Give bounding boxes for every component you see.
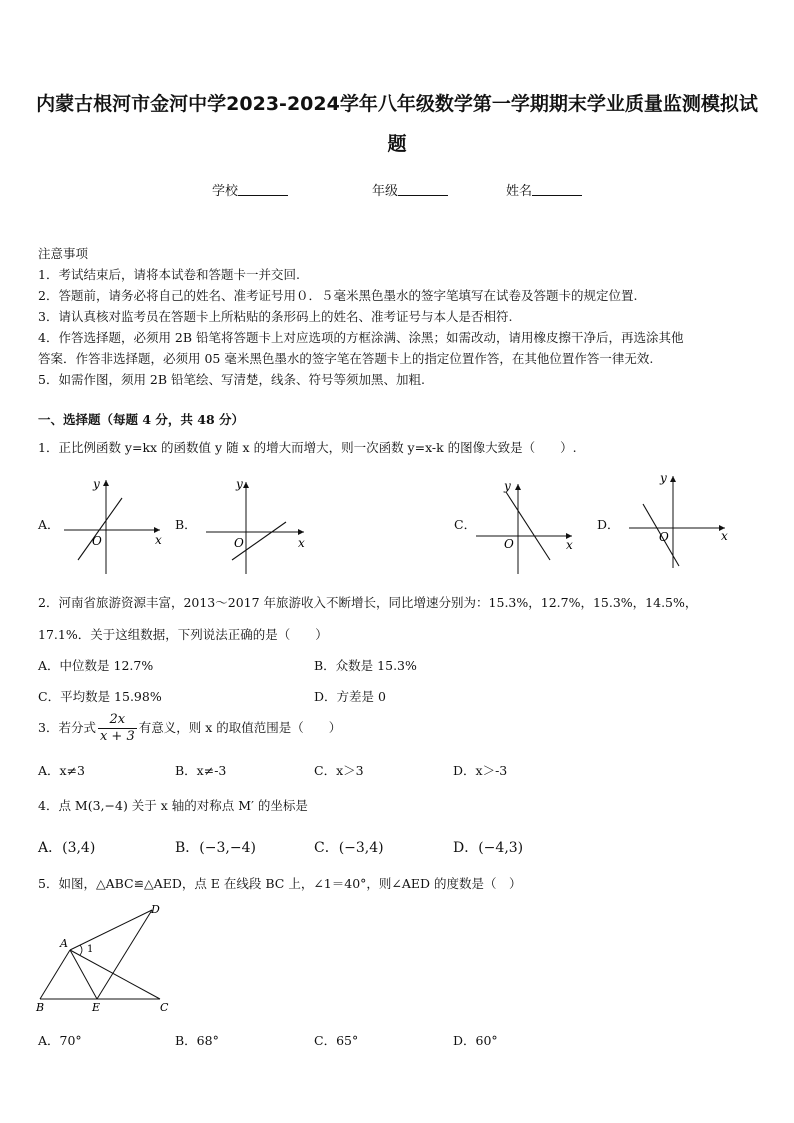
q1-graph-a <box>60 472 170 577</box>
q3-prefix: 3．若分式 <box>38 720 96 735</box>
exam-title-line1: 内蒙古根河市金河中学2023-2024学年八年级数学第一学期期末学业质量监测模拟试 <box>36 93 758 115</box>
q5-option-c: C．65° <box>314 1033 359 1048</box>
q1-option-d-label: D． <box>597 517 620 532</box>
point-d-label: D <box>151 903 160 916</box>
q2-stem-line2: 17.1%．关于这组数据，下列说法正确的是（ ） <box>38 627 328 642</box>
q4-option-c: C．(−3,4) <box>314 840 384 856</box>
name-blank <box>532 183 582 196</box>
q3-option-b: B．x≠-3 <box>175 763 227 778</box>
notice-item: 1．考试结束后，请将本试卷和答题卡一并交回. <box>38 267 300 282</box>
grade-label: 年级 <box>372 184 399 199</box>
point-a-label: A <box>60 937 68 950</box>
school-blank <box>238 183 288 196</box>
x-axis-label: x <box>721 529 728 543</box>
point-e-label: E <box>92 1001 101 1014</box>
q4-stem: 4．点 M(3,−4) 关于 x 轴的对称点 M′ 的坐标是 <box>38 798 308 813</box>
point-b-label: B <box>36 1001 45 1014</box>
notice-item: 5．如需作图，须用 2B 铅笔绘、写清楚，线条、符号等须加黑、加粗. <box>38 372 426 387</box>
y-axis-label: y <box>660 471 667 485</box>
grade-blank <box>398 183 448 196</box>
q5-stem: 5．如图，△ABC≌△AED，点 E 在线段 BC 上，∠1＝40°，则∠AED 的度数是（ ） <box>38 876 522 891</box>
q2-option-c: C．平均数是 15.98% <box>38 689 162 704</box>
q3-option-c: C．x＞3 <box>314 763 364 778</box>
q3-stem <box>38 712 341 745</box>
q1-graph-c <box>474 474 584 579</box>
q1-option-c-label: C． <box>454 517 477 532</box>
school-field <box>212 180 288 199</box>
q2-option-a: A．中位数是 12.7% <box>38 658 154 673</box>
x-axis-label: x <box>566 538 573 552</box>
notice-item: 答案．作答非选择题，必须用 05 毫米黑色墨水的签字笔在答题卡上的指定位置作答，在其他位置作答一律无效. <box>38 351 654 366</box>
q4-option-d: D．(−4,3) <box>453 840 524 856</box>
origin-label: O <box>504 537 514 551</box>
y-axis-label: y <box>93 477 100 491</box>
q3-denominator: x + 3 <box>99 729 135 744</box>
origin-label: O <box>659 530 669 544</box>
notice-heading: 注意事项 <box>38 246 89 261</box>
q4-option-a: A．(3,4) <box>38 840 96 856</box>
q3-option-d: D．x＞-3 <box>453 763 508 778</box>
q2-option-b: B．众数是 15.3% <box>314 658 417 673</box>
q5-option-d: D．60° <box>453 1033 498 1048</box>
q3-fraction <box>98 712 137 745</box>
q5-option-a: A．70° <box>38 1033 82 1048</box>
notice-item: 2．答题前，请务必将自己的姓名、准考证号用０．５毫米黑色墨水的签字笔填写在试卷及答题卡的规定位置. <box>38 288 638 303</box>
origin-label: O <box>92 534 102 548</box>
origin-label: O <box>234 536 244 550</box>
q3-suffix: 有意义，则 x 的取值范围是（ ） <box>138 720 342 735</box>
q1-option-b-label: B． <box>175 517 197 532</box>
q1-graph-d <box>625 468 735 573</box>
grade-field <box>372 180 448 199</box>
q4-option-b: B．(−3,−4) <box>175 840 256 856</box>
q2-stem-line1: 2．河南省旅游资源丰富，2013～2017 年旅游收入不断增长，同比增速分别为：15.3%，12.7%，15.3%，14.5%， <box>38 595 698 610</box>
x-axis-label: x <box>298 536 305 550</box>
y-axis-label: y <box>504 479 511 493</box>
q2-option-d: D．方差是 0 <box>314 689 386 704</box>
name-field <box>506 180 582 199</box>
q3-option-a: A．x≠3 <box>38 763 86 778</box>
x-axis-label: x <box>155 533 162 547</box>
point-c-label: C <box>160 1001 169 1014</box>
name-label: 姓名 <box>506 184 533 199</box>
q5-option-b: B．68° <box>175 1033 219 1048</box>
q1-option-a-label: A． <box>38 517 60 532</box>
section-heading: 一、选择题（每题 4 分，共 48 分） <box>38 412 245 427</box>
y-axis-label: y <box>236 477 243 491</box>
q1-stem: 1．正比例函数 y=kx 的函数值 y 随 x 的增大而增大，则一次函数 y=x-k 的图像大致是（ ）. <box>38 440 577 455</box>
angle-1-label: 1 <box>87 944 94 955</box>
notice-item: 3．请认真核对监考员在答题卡上所粘贴的条形码上的姓名、准考证号与本人是否相符. <box>38 309 513 324</box>
q5-triangle-figure <box>30 900 180 1018</box>
exam-title-line2: 题 <box>387 133 407 155</box>
q1-graph-b <box>200 472 310 577</box>
q3-numerator: 2x <box>98 712 137 729</box>
notice-item: 4．作答选择题，必须用 2B 铅笔将答题卡上对应选项的方框涂满、涂黑；如需改动，请用橡皮擦干净后，再选涂其他 <box>38 330 684 345</box>
school-label: 学校 <box>212 184 239 199</box>
